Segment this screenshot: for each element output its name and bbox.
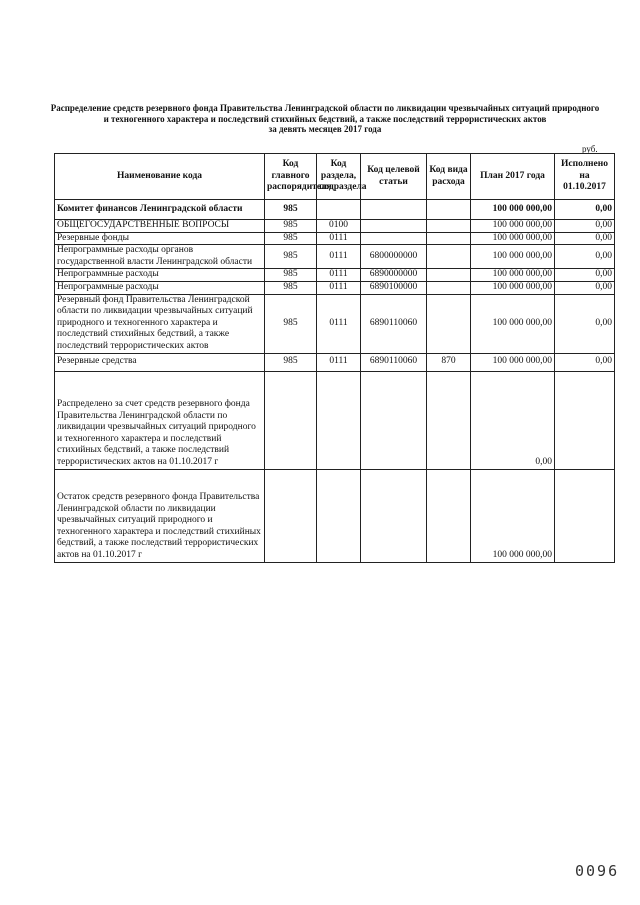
row-target-code: 6890110060 (361, 294, 427, 353)
distributed-value: 0,00 (471, 371, 555, 469)
row-section-code: 0111 (317, 232, 361, 245)
row-executed: 0,00 (555, 232, 615, 245)
row-target-code: 6890110060 (361, 353, 427, 371)
row-name: Резервные средства (55, 353, 265, 371)
header-section-code: Код раздела, подраздела (317, 154, 361, 200)
header-target-code: Код целевой статьи (361, 154, 427, 200)
row-expense-code: 870 (427, 353, 471, 371)
row-expense-code (427, 245, 471, 269)
row-name: Непрограммные расходы (55, 281, 265, 294)
row-executed: 0,00 (555, 200, 615, 220)
row-main-code: 985 (265, 269, 317, 282)
table-row (55, 232, 615, 245)
row-plan: 100 000 000,00 (471, 200, 555, 220)
document-title (40, 103, 610, 135)
title-line-3: за девять месяцев 2017 года (268, 124, 382, 134)
header-name: Наименование кода (55, 154, 265, 200)
row-target-code: 6890100000 (361, 281, 427, 294)
row-plan: 100 000 000,00 (471, 245, 555, 269)
row-main-code: 985 (265, 220, 317, 233)
row-plan: 100 000 000,00 (471, 294, 555, 353)
header-plan: План 2017 года (471, 154, 555, 200)
row-expense-code (427, 200, 471, 220)
row-section-code: 0111 (317, 353, 361, 371)
row-main-code: 985 (265, 232, 317, 245)
row-name: Непрограммные расходы органов государственной власти Ленинградской области (55, 245, 265, 269)
row-name: Комитет финансов Ленинградской области (55, 200, 265, 220)
table-row (55, 294, 615, 353)
currency-unit: руб. (582, 144, 598, 154)
row-plan: 100 000 000,00 (471, 281, 555, 294)
table-row (55, 269, 615, 282)
row-executed: 0,00 (555, 353, 615, 371)
header-executed: Исполнено на 01.10.2017 (555, 154, 615, 200)
row-name: Непрограммные расходы (55, 269, 265, 282)
row-executed: 0,00 (555, 281, 615, 294)
row-target-code (361, 200, 427, 220)
row-plan: 100 000 000,00 (471, 269, 555, 282)
row-main-code: 985 (265, 281, 317, 294)
row-plan: 100 000 000,00 (471, 220, 555, 233)
row-section-code: 0100 (317, 220, 361, 233)
row-plan: 100 000 000,00 (471, 353, 555, 371)
row-expense-code (427, 269, 471, 282)
table-row (55, 281, 615, 294)
row-section-code: 0111 (317, 269, 361, 282)
distributed-label: Распределено за счет средств резервного фонда Правительства Ленинградской области по ликвидации чрезвычайных ситуаций природного и техногенного характера и последствий стихийных бедствий, а также последствий террористических актов на 01.10.2017 г (55, 371, 265, 469)
row-name: Резервный фонд Правительства Ленинградской области по ликвидации чрезвычайных ситуаций природного и техногенного характера и последствий стихийных бедствий, а также последствий террористических актов (55, 294, 265, 353)
row-main-code: 985 (265, 353, 317, 371)
table-row (55, 200, 615, 220)
row-target-code (361, 232, 427, 245)
table-row (55, 353, 615, 371)
row-executed: 0,00 (555, 294, 615, 353)
row-executed: 0,00 (555, 269, 615, 282)
table-header-row (55, 154, 615, 200)
row-main-code: 985 (265, 245, 317, 269)
header-expense-code: Код вида расхода (427, 154, 471, 200)
row-plan: 100 000 000,00 (471, 232, 555, 245)
header-main-code: Код главного распорядителя (265, 154, 317, 200)
row-target-code: 6800000000 (361, 245, 427, 269)
remainder-value: 100 000 000,00 (471, 469, 555, 562)
row-name: ОБЩЕГОСУДАРСТВЕННЫЕ ВОПРОСЫ (55, 220, 265, 233)
row-target-code: 6890000000 (361, 269, 427, 282)
row-main-code: 985 (265, 200, 317, 220)
reserve-fund-table (54, 153, 615, 563)
row-main-code: 985 (265, 294, 317, 353)
title-line-2: и техногенного характера и последствий стихийных бедствий, а также последствий террористических актов (103, 113, 547, 124)
row-section-code: 0111 (317, 245, 361, 269)
row-name: Резервные фонды (55, 232, 265, 245)
page-stamp: 0096 (575, 862, 620, 880)
title-line-1: Распределение средств резервного фонда Правительства Ленинградской области по ликвидации чрезвычайных ситуаций природного (50, 103, 600, 113)
row-expense-code (427, 232, 471, 245)
row-section-code: 0111 (317, 281, 361, 294)
row-executed: 0,00 (555, 220, 615, 233)
row-expense-code (427, 294, 471, 353)
row-section-code (317, 200, 361, 220)
row-expense-code (427, 220, 471, 233)
row-section-code: 0111 (317, 294, 361, 353)
remainder-row (55, 469, 615, 562)
row-target-code (361, 220, 427, 233)
row-executed: 0,00 (555, 245, 615, 269)
distributed-row (55, 371, 615, 469)
remainder-label: Остаток средств резервного фонда Правительства Ленинградской области по ликвидации чрезвычайных ситуаций природного и техногенного характера и последствий стихийных бедствий, а также последствий террористических актов на 01.10.2017 г (55, 469, 265, 562)
table-row (55, 245, 615, 269)
row-expense-code (427, 281, 471, 294)
table-row (55, 220, 615, 233)
